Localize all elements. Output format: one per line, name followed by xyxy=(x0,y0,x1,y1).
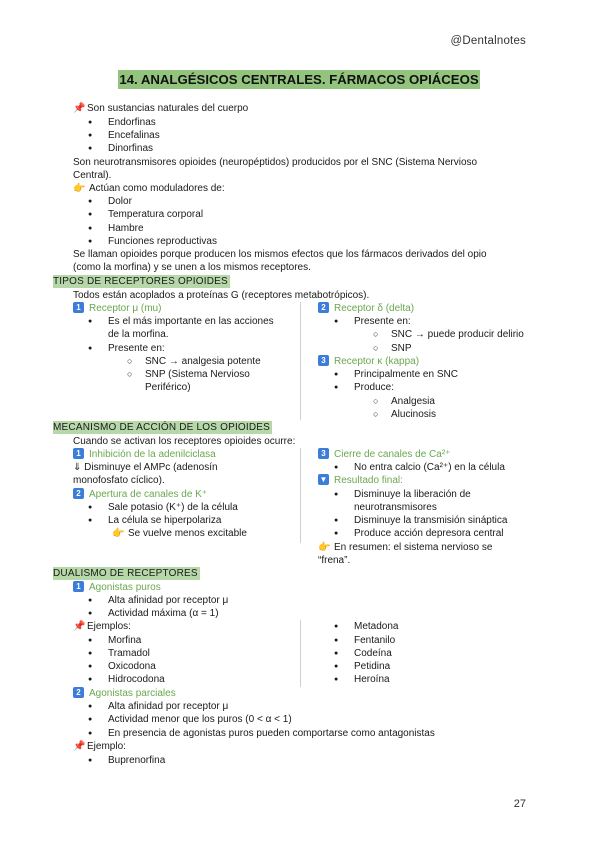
list-item: ● Hidrocodona xyxy=(108,673,165,686)
number-badge: 2 xyxy=(318,302,329,313)
list-item: ● Funciones reproductivas xyxy=(108,235,217,248)
column-divider xyxy=(300,448,301,543)
list-item: ● Fentanilo xyxy=(354,634,395,647)
pushpin-icon: 📌 xyxy=(73,741,86,752)
result-heading: ▼ Resultado final: xyxy=(319,475,403,486)
paragraph: Son neurotransmisores opioides (neuropéptidos) producidos por el SNC (Sistema Nervioso xyxy=(73,157,478,168)
list-item: ● Disminuye la liberación de xyxy=(354,488,471,501)
paragraph: Cuando se activan los receptores opioides ocurre: xyxy=(73,436,296,447)
sub-item: ○ SNP (Sistema Nervioso xyxy=(145,368,250,381)
summary-cont: “frena”. xyxy=(318,555,351,566)
list-item: ● Buprenorfina xyxy=(108,754,165,767)
pointing-hand-icon: 👉 xyxy=(318,542,331,553)
number-badge: 3 xyxy=(318,448,329,459)
mechanism-3-heading: 3 Cierre de canales de Ca²⁺ xyxy=(318,448,450,461)
list-item: ● Hambre xyxy=(108,222,144,235)
page-title: 14. ANALGÉSICOS CENTRALES. FÁRMACOS OPIÁCEOS xyxy=(119,72,479,87)
mechanism-2-heading: 2 Apertura de canales de K⁺ xyxy=(73,488,207,501)
example-lead: 📌 Ejemplo: xyxy=(73,741,126,752)
paragraph: Se llaman opioides porque producen los mismos efectos que los fármacos derivados del opio xyxy=(73,249,487,260)
list-item: ● No entra calcio (Ca²⁺) en la célula xyxy=(354,461,505,474)
summary: 👉 En resumen: el sistema nervioso se xyxy=(318,542,493,553)
number-badge: 2 xyxy=(73,488,84,499)
list-item-cont: de la morfina. xyxy=(108,329,169,340)
list-item: ● Endorfinas xyxy=(108,116,156,129)
list-item: ● Petidina xyxy=(354,660,390,673)
number-badge: 2 xyxy=(73,687,84,698)
list-item: ● Dolor xyxy=(108,195,132,208)
brand-handle: @Dentalnotes xyxy=(450,35,526,47)
list-item-cont: neurotransmisores xyxy=(354,502,437,513)
number-badge: 1 xyxy=(73,581,84,592)
list-item: ● Tramadol xyxy=(108,647,150,660)
paragraph: Central). xyxy=(73,170,112,181)
paragraph: ⇓ Disminuye el AMPc (adenosín xyxy=(73,462,218,473)
examples-lead: 📌 Ejemplos: xyxy=(73,621,131,632)
sub-item: ○ Analgesia xyxy=(391,395,435,408)
list-item: ● Principalmente en SNC xyxy=(354,368,458,381)
number-badge: 3 xyxy=(318,355,329,366)
note: 👉 Se vuelve menos excitable xyxy=(112,528,247,539)
sub-item: ○ SNC → puede producir delirio xyxy=(391,328,524,341)
list-item: ● Oxicodona xyxy=(108,660,156,673)
intro-lead: 📌 Son sustancias naturales del cuerpo xyxy=(73,103,249,114)
paragraph: Todos están acoplados a proteínas G (receptores metabotrópicos). xyxy=(73,290,370,301)
sub-item-cont: Periférico) xyxy=(145,382,191,393)
number-badge: 1 xyxy=(73,302,84,313)
down-arrow-icon: ▼ xyxy=(319,475,328,484)
pushpin-icon: 📌 xyxy=(73,103,86,114)
sub-item: ○ Alucinosis xyxy=(391,408,436,421)
list-item: ● Alta afinidad por receptor μ xyxy=(108,700,228,713)
list-item: ● Temperatura corporal xyxy=(108,208,203,221)
list-item: ● Dinorfinas xyxy=(108,142,153,155)
list-item: ● Produce acción depresora central xyxy=(354,527,504,540)
list-item: ● Presente en: xyxy=(354,315,411,328)
list-item: ● Heroína xyxy=(354,673,390,686)
modulators-lead: 👉 Actúan como moduladores de: xyxy=(73,183,225,194)
sub-item: ○ SNP xyxy=(391,342,412,355)
page-number: 27 xyxy=(513,798,526,810)
pushpin-icon: 📌 xyxy=(73,621,86,632)
list-item: ● Alta afinidad por receptor μ xyxy=(108,594,228,607)
list-item: ● En presencia de agonistas puros pueden comportarse como antagonistas xyxy=(108,727,435,740)
list-item: ● Presente en: xyxy=(108,342,165,355)
list-item: ● Disminuye la transmisión sináptica xyxy=(354,514,507,527)
number-badge: 1 xyxy=(73,448,84,459)
paragraph: (como la morfina) y se unen a los mismos receptores. xyxy=(73,262,311,273)
list-item: ● Actividad menor que los puros (0 < α < 1) xyxy=(108,713,292,726)
list-item: ● Produce: xyxy=(354,381,394,394)
list-item: ● Encefalinas xyxy=(108,129,160,142)
column-divider xyxy=(300,620,301,687)
receptor-delta-heading: 2 Receptor δ (delta) xyxy=(318,302,414,315)
list-item: ● La célula se hiperpolariza xyxy=(108,514,221,527)
sub-item: ○ SNC → analgesia potente xyxy=(145,355,261,368)
list-item: ● Codeína xyxy=(354,647,392,660)
paragraph: monofosfato cíclico). xyxy=(73,475,165,486)
list-item: ● Morfina xyxy=(108,634,141,647)
pointing-hand-icon: 👉 xyxy=(73,183,86,194)
list-item: ● Es el más importante en las acciones xyxy=(108,315,274,328)
list-item: ● Sale potasio (K⁺) de la célula xyxy=(108,501,238,514)
receptor-mu-heading: 1 Receptor μ (mu) xyxy=(73,302,161,315)
column-divider xyxy=(300,302,301,420)
mechanism-1-heading: 1 Inhibición de la adenilciclasa xyxy=(73,448,216,461)
receptor-kappa-heading: 3 Receptor κ (kappa) xyxy=(318,355,419,368)
section-heading-tipos: TIPOS DE RECEPTORES OPIOIDES xyxy=(53,276,228,287)
list-item: ● Actividad máxima (α = 1) xyxy=(108,607,219,620)
agonists-partial-heading: 2 Agonistas parciales xyxy=(73,687,176,700)
pointing-hand-icon: 👉 xyxy=(112,528,125,539)
section-heading-dualismo: DUALISMO DE RECEPTORES xyxy=(53,568,198,579)
agonists-pure-heading: 1 Agonistas puros xyxy=(73,581,161,594)
list-item: ● Metadona xyxy=(354,620,398,633)
section-heading-mecanismo: MECANISMO DE ACCIÓN DE LOS OPIOIDES xyxy=(53,422,271,433)
